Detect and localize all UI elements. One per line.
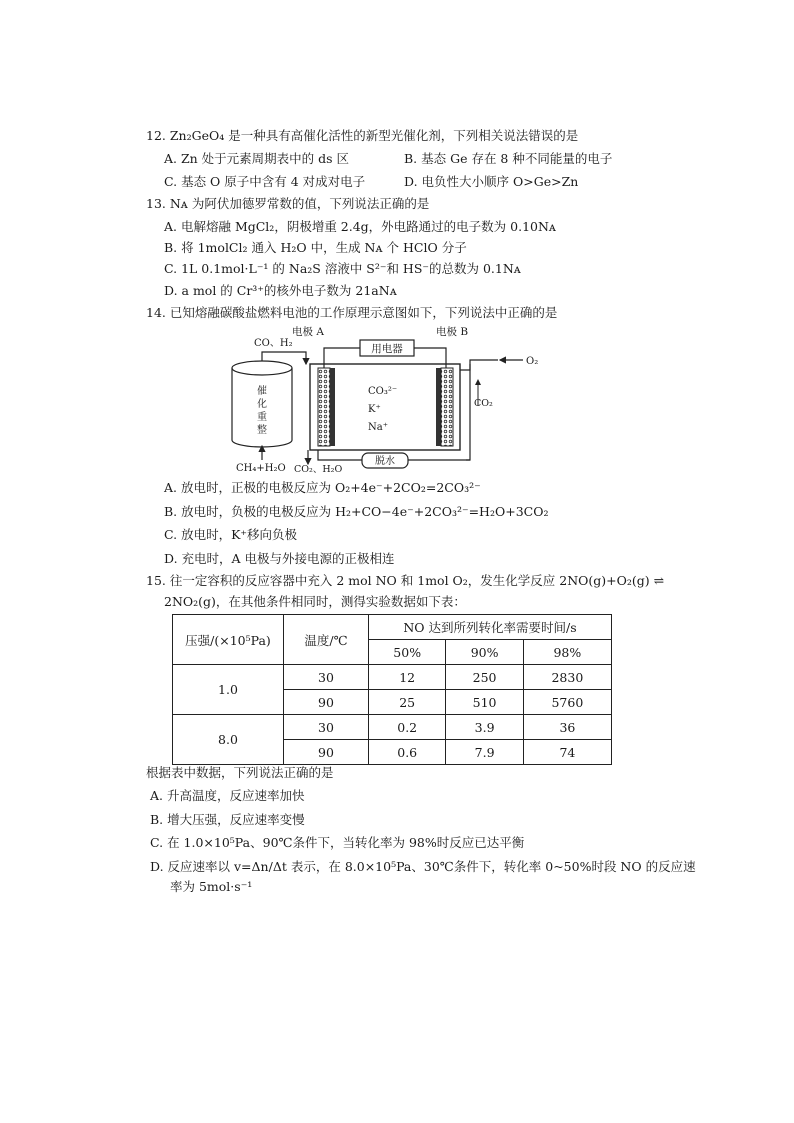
o2-label: O₂ <box>526 356 539 367</box>
q14-option-a: A. 放电时，正极的电极反应为 O₂+4e⁻+2CO₂=2CO₃²⁻ <box>164 480 481 495</box>
anode-out-label: CO₂、H₂O <box>294 464 343 474</box>
reformer-out-label: CO、H₂ <box>254 338 293 349</box>
cell-50: 0.6 <box>369 740 446 765</box>
electrode-a <box>318 368 330 446</box>
q13-option-a: A. 电解熔融 MgCl₂，阴极增重 2.4g，外电路通过的电子数为 0.10Nᴀ <box>164 219 556 234</box>
q15-stem-line1: 15. 往一定容积的反应容器中充入 2 mol NO 和 1mol O₂，发生化学反应 2NO(g)+O₂(g) ⇌ <box>146 573 665 588</box>
q15-stem-line2: 2NO₂(g)，在其他条件相同时，测得实验数据如下表： <box>164 594 466 609</box>
co2-label: CO₂ <box>474 398 493 409</box>
q15-option-c: C. 在 1.0×10⁵Pa、90℃条件下，当转化率为 98%时反应已达平衡 <box>150 835 525 850</box>
q15-option-d-line1: D. 反应速率以 v=Δn/Δt 表示，在 8.0×10⁵Pa、30℃条件下，转化率 0~50%时段 NO 的反应速 <box>150 859 696 874</box>
q15-option-a: A. 升高温度，反应速率加快 <box>150 788 305 803</box>
cell-temp: 30 <box>284 665 369 690</box>
electrode-b <box>441 368 453 446</box>
cell-50: 12 <box>369 665 446 690</box>
electrode-a-label: 电极 A <box>292 326 324 338</box>
electrode-b-plate <box>436 368 441 446</box>
q13-option-c: C. 1L 0.1mol·L⁻¹ 的 Na₂S 溶液中 S²⁻和 HS⁻的总数为 0.1Nᴀ <box>164 261 521 276</box>
reformer-in-label: CH₄+H₂O <box>236 463 286 474</box>
ion-potassium: K⁺ <box>368 404 381 415</box>
table-row <box>173 665 612 690</box>
table-row <box>173 715 612 740</box>
q14-option-c: C. 放电时，K⁺移向负极 <box>164 527 298 542</box>
cell-98: 74 <box>523 740 611 765</box>
data-table <box>172 614 612 765</box>
q13-option-d: D. a mol 的 Cr³⁺的核外电子数为 21aNᴀ <box>164 283 397 298</box>
q13-option-b: B. 将 1molCl₂ 通入 H₂O 中，生成 Nᴀ 个 HClO 分子 <box>164 240 467 255</box>
cell-90: 3.9 <box>446 715 523 740</box>
header-time: NO 达到所列转化率需要时间/s <box>369 615 612 640</box>
q14-stem: 14. 已知熔融碳酸盐燃料电池的工作原理示意图如下，下列说法中正确的是 <box>146 305 558 320</box>
q12-option-a: A. Zn 处于元素周期表中的 ds 区 <box>164 151 350 166</box>
q15-option-b: B. 增大压强，反应速率变慢 <box>150 812 305 827</box>
cell-50: 0.2 <box>369 715 446 740</box>
cell-temp: 30 <box>284 715 369 740</box>
q12-option-d: D. 电负性大小顺序 O>Ge>Zn <box>404 174 579 189</box>
electrode-a-plate <box>330 368 335 446</box>
cell-98: 36 <box>523 715 611 740</box>
cell-pressure: 1.0 <box>173 665 284 715</box>
header-temperature: 温度/℃ <box>284 615 369 665</box>
q12-option-c: C. 基态 O 原子中含有 4 对成对电子 <box>164 174 366 189</box>
electrode-b-label: 电极 B <box>436 326 469 338</box>
cell-temp: 90 <box>284 740 369 765</box>
load-label: 用电器 <box>371 343 403 355</box>
q14-option-d: D. 充电时，A 电极与外接电源的正极相连 <box>164 551 395 566</box>
q14-option-b: B. 放电时，负极的电极反应为 H₂+CO−4e⁻+2CO₃²⁻=H₂O+3CO₂ <box>164 504 549 519</box>
reformer-char-4: 整 <box>257 425 267 436</box>
cell-98: 5760 <box>523 690 611 715</box>
reformer-char-3: 重 <box>257 412 267 423</box>
header-90: 90% <box>446 640 523 665</box>
dehydrator-label: 脱水 <box>375 456 395 467</box>
q15-option-d-line2: 率为 5mol·s⁻¹ <box>170 879 253 894</box>
cell-90: 510 <box>446 690 523 715</box>
q12-option-b: B. 基态 Ge 存在 8 种不同能量的电子 <box>404 151 613 166</box>
header-50: 50% <box>369 640 446 665</box>
fuel-cell-diagram <box>228 324 558 474</box>
q12-stem: 12. Zn₂GeO₄ 是一种具有高催化活性的新型光催化剂，下列相关说法错误的是 <box>146 128 579 143</box>
ion-sodium: Na⁺ <box>368 422 388 433</box>
cell-90: 7.9 <box>446 740 523 765</box>
header-pressure: 压强/(×10⁵Pa) <box>173 615 284 665</box>
q13-stem: 13. Nᴀ 为阿伏加德罗常数的值，下列说法正确的是 <box>146 196 430 211</box>
q15-lead: 根据表中数据，下列说法正确的是 <box>146 765 334 780</box>
reformer-char-1: 催 <box>257 386 267 397</box>
cell-temp: 90 <box>284 690 369 715</box>
cell-50: 25 <box>369 690 446 715</box>
reformer-char-2: 化 <box>257 399 267 410</box>
header-98: 98% <box>523 640 611 665</box>
cell-90: 250 <box>446 665 523 690</box>
cell-98: 2830 <box>523 665 611 690</box>
ion-carbonate: CO₃²⁻ <box>368 386 398 397</box>
cell-pressure: 8.0 <box>173 715 284 765</box>
